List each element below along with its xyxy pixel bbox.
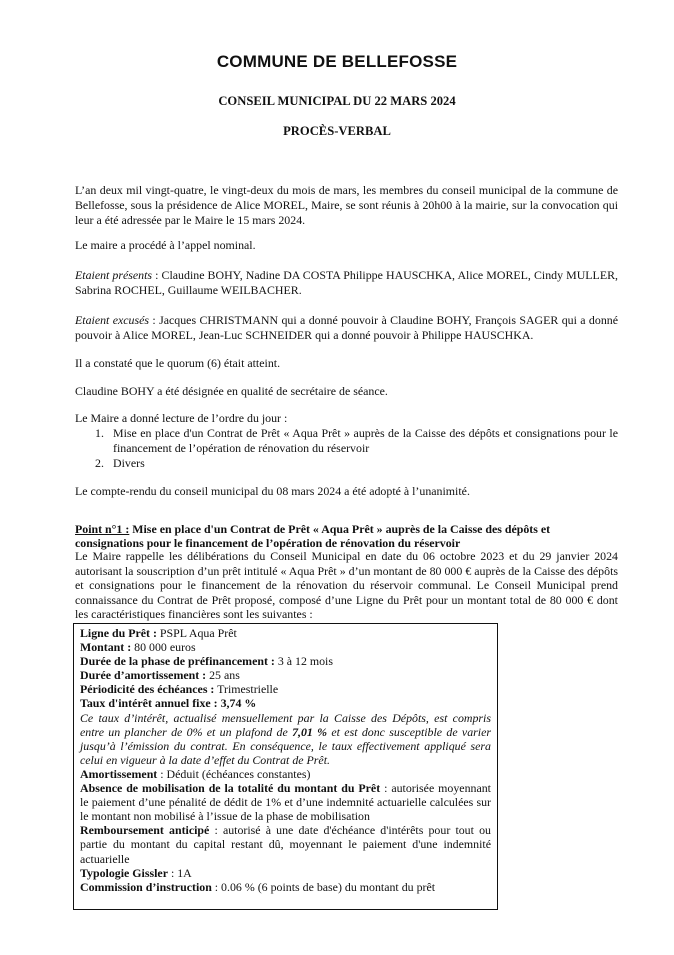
prefinancement-label: Durée de la phase de préfinancement :: [80, 654, 275, 669]
ordre-intro: Le Maire a donné lecture de l’ordre du jour :: [75, 411, 288, 425]
prefinancement-value: 3 à 12 mois: [274, 654, 333, 669]
ligne-label: Ligne du Prêt :: [80, 626, 157, 640]
amortissement-label: Amortissement: [80, 766, 158, 781]
montant-row: [80, 640, 491, 654]
amortissement-value: : Déduit (échéances constantes): [157, 766, 311, 781]
point1-title-text: Mise en place d'un Contrat de Prêt « Aqua Prêt » auprès de la Caisse des dépôts et consignations pour le financement de l’opération de rénovation du réservoir: [75, 522, 551, 550]
presents-label: Etaient présents: [75, 268, 153, 282]
amortissement-duree-value: 25 ans: [206, 668, 240, 683]
gissler-value: : 1A: [167, 865, 192, 880]
commission-row: [80, 880, 491, 894]
presents-paragraph: [75, 268, 618, 298]
ordre-du-jour: [75, 411, 618, 471]
absence-row: [80, 781, 491, 823]
commune-title: COMMUNE DE BELLEFOSSE: [216, 52, 458, 71]
gissler-row: [80, 866, 491, 880]
periodicite-label: Périodicité des échéances :: [80, 682, 215, 697]
quorum-paragraph: Il a constaté que le quorum (6) était atteint.: [75, 356, 281, 370]
taux-note-a: Ce taux d’intérêt, actualisé mensuellement par la Caisse des Dépôts, est compris entre un plancher de 0% et un plafond de: [80, 710, 491, 739]
point1-label: Point n°1 :: [75, 522, 130, 536]
periodicite-value: Trimestrielle: [214, 682, 279, 697]
loan-details-box: [73, 623, 498, 910]
amortissement-duree-label: Durée d’amortissement :: [80, 668, 207, 683]
taux-row: [80, 696, 491, 710]
excuses-label: Etaient excusés: [75, 313, 150, 327]
appel-paragraph: Le maire a procédé à l’appel nominal.: [75, 238, 256, 252]
amortissement-duree-row: [80, 668, 491, 682]
periodicite-row: [80, 682, 491, 696]
remboursement-row: [80, 823, 491, 865]
absence-value: : autorisée moyennant le paiement d’une pénalité de dédit de 1% et d’une indemnité actuarielle calculées sur le montant non mobilisé à l’issue de la phase de mobilisation: [80, 781, 491, 824]
compte-rendu-paragraph: Le compte-rendu du conseil municipal du 08 mars 2024 a été adopté à l’unanimité.: [75, 484, 470, 498]
excuses-text: : Jacques CHRISTMANN qui a donné pouvoir à Claudine BOHY, François SAGER qui a donné pouvoir à Alice MOREL, Jean-Luc SCHNEIDER qui a donné pouvoir à Philippe HAUSCHKA.: [75, 313, 618, 342]
prefinancement-row: [80, 654, 491, 668]
intro-paragraph: L’an deux mil vingt-quatre, le vingt-deux du mois de mars, les membres du conseil municipal de la commune de Bellefosse, sous la présidence de Alice MOREL, Maire, se sont réunis à 20h00 à la mairie, sur la convocation qui leur a été adressée par le Maire le 15 mars 2024.: [75, 183, 618, 227]
pv-title: PROCÈS-VERBAL: [283, 124, 391, 138]
montant-value: 80 000 euros: [131, 640, 196, 655]
excuses-paragraph: [75, 313, 618, 343]
taux-label: Taux d'intérêt annuel fixe : 3,74 %: [80, 696, 257, 711]
montant-label: Montant :: [80, 640, 132, 655]
list-item-text: Mise en place d'un Contrat de Prêt « Aqua Prêt » auprès de la Caisse des dépôts et consignations pour le financement de l’opération de rénovation du réservoir: [113, 426, 618, 455]
ligne-value: PSPL Aqua Prêt: [156, 626, 237, 640]
taux-note: [80, 711, 491, 767]
commission-label: Commission d’instruction: [80, 879, 212, 894]
commission-value: : 0.06 % (6 points de base) du montant du prêt: [211, 879, 436, 894]
remboursement-label: Remboursement anticipé: [80, 823, 210, 838]
remboursement-value: : autorisé à une date d'échéance d'intérêts pour tout ou partie du montant du capital restant dû, moyennant le paiement d'une indemnité actuarielle: [80, 823, 491, 866]
list-item-text: Divers: [113, 456, 145, 470]
point1-body: Le Maire rappelle les délibérations du Conseil Municipal en date du 06 octobre 2023 et du 29 janvier 2024 autorisant la souscription d’un prêt intitulé « Aqua Prêt » d’un montant de 80 000 € auprès de la Caisse des dépôts et consignations pour le financement de la rénovation du réservoir communal. Le Conseil Municipal prend connaissance du Contrat de Prêt proposé, composé d’une Ligne du Prêt pour un montant total de 80 000 € dont les caractéristiques financières sont les suivantes :: [75, 549, 618, 622]
secretaire-paragraph: Claudine BOHY a été désignée en qualité de secrétaire de séance.: [75, 384, 388, 398]
conseil-title: CONSEIL MUNICIPAL DU 22 MARS 2024: [218, 94, 456, 108]
absence-label: Absence de mobilisation de la totalité du montant du Prêt: [80, 781, 381, 796]
list-item-number: 1.: [95, 426, 104, 440]
list-item: [75, 426, 618, 456]
taux-note-c: et est donc susceptible de varier jusqu’à l’émission du contrat. En conséquence, le taux effectivement appliqué sera celui en vigueur à la date d’effet du Contrat de Prêt.: [80, 724, 491, 767]
presents-text: : Claudine BOHY, Nadine DA COSTA Philippe HAUSCHKA, Alice MOREL, Cindy MULLER, Sabrina ROCHEL, Guillaume WEILBACHER.: [75, 268, 618, 297]
ligne-row: [80, 626, 491, 640]
point1-title: [75, 522, 618, 550]
list-item-number: 2.: [95, 456, 104, 470]
amortissement-row: [80, 767, 491, 781]
list-item: [75, 456, 618, 471]
taux-plafond: 7,01 %: [292, 724, 328, 739]
gissler-label: Typologie Gissler: [80, 865, 168, 880]
